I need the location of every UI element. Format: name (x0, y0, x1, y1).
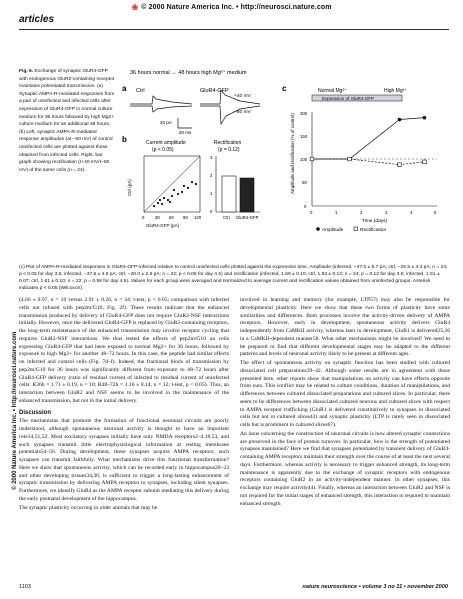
label-minus60: −60 mV (234, 110, 251, 115)
rect-ytick-3: 3 (210, 155, 213, 160)
scatter-point-8 (181, 191, 183, 193)
scatter-point-11 (191, 181, 193, 183)
scatter-xtick-0: 0 (142, 215, 145, 220)
side-banner-text: © 2000 Nature America Inc. • http://neurosci.nature.com (12, 331, 18, 490)
figure-title: 36 hours normal → 48 hours high Mg²⁺ medium (130, 70, 247, 76)
series-line-rectification (312, 159, 425, 165)
chart-xtick-1: 1 (335, 210, 338, 215)
scatter-point-4 (167, 199, 169, 201)
point-rectification-3 (423, 160, 427, 164)
chart-ytick-0: 0 (304, 204, 307, 209)
figure-note: (c) Plot of AMPA-R-mediated responses in GluR4-GFP-infected relative to control uninfected cells plotted against the expression time. Amplitude (infected, −47.0 ± 5.7 pA; ctrl, −25.5 ± 3.4 pA; n = 24; p < 0.05 for day 3.5; infected, −37.6 ± 4.6 pA; ctrl, −20.0 ± 2.9 pA; n = 22; p < 0.05 for day 4.5) and rectification (infected, 1.69 ± 0.10; ctrl, 1.92 ± 0.12; n = 24; p = 0.12 for day 3.5; infected, 1.51 ± 0.07; ctrl, 1.61 ± 0.10; n = 22; p = 0.58 for day 4.5). Values for each group were averaged and normalized to average current and rectification values obtained from uninfected groups. Asterisk indicates p < 0.05 (Wilcoxon). (19, 265, 448, 291)
scatter-points (153, 181, 197, 207)
col2-paragraph-1: involved in learning and memory (for example, LTP57) may also be responsible for developmental plasticity. Here we show that these two forms of plasticity have some similarities and differences. Both processes involve the activity-driven delivery of AMPA receptors. However, early in development, spontaneous activity delivers GluR4 independently from CaMKII activity, whereas later in development, GluR1 is delivered25,26 in a CaMKII-dependent manner58. What other mechanisms might be involved? We need to be prepared to find that different developmental stages may be adapted to the different patterns and levels of neuronal activity likely to be present at different ages. (240, 297, 450, 358)
panel-b-label: b (122, 135, 127, 144)
side-banner (2, 110, 18, 500)
scatter-xtick-3: 90 (183, 215, 188, 220)
scatter-title: Current amplitude (146, 140, 186, 146)
point-rectification-1 (348, 157, 352, 161)
panel-c-label: c (282, 84, 287, 93)
scatter-point-6 (173, 189, 175, 191)
scatter-point-3 (163, 197, 165, 199)
legend-amplitude: Amplitude (322, 228, 344, 233)
scatter-point-10 (187, 187, 189, 189)
chart-xtick-2: 2 (360, 210, 363, 215)
chart-xtick-4: 4 (410, 210, 413, 215)
text-column-right (240, 297, 450, 509)
point-amplitude-3 (423, 116, 427, 120)
rect-p: (p = 0.12) (218, 147, 240, 153)
scatter-xtick-4: 120 (194, 215, 202, 220)
legend-normal-mg: Normal Mg²⁺ (318, 88, 347, 94)
scatter-ylabel: Ctrl (pA) (127, 179, 132, 196)
col2-paragraph-2: The effect of spontaneous activity on synaptic function has been studied with cultured dissociated cell preparations39–42. Although some results are in agreement with those presented here, other reports show that manipulations on activity can have effects opposite from ours. This conflict may be related to culture conditions, duration of manipulations, and differences between cultured dissociated preparations and cultured slices. In particular, there seem to be differences between dissociated cultured neurons and cultured slices with respect to AMPA receptor trafficking (GluR1 is delivered constitutively to synapses in dissociated cells but not in cultured slices43) and synaptic plasticity (LTP is rarely seen in dissociated cells but is prominent in cultured slices67). (240, 360, 450, 428)
rect-bar-infected (240, 178, 254, 212)
col2-paragraph-3: An issue concerning the construction of neuronal circuits is how altered synaptic connections are preserved in the face of protein turnover. In particular, how is the strength of potentiated synapses maintained? Here we find that synapses potentiated by transient delivery of GluR4-containing AMPA receptors maintain their strength over the course of at least the next several days. Furthermore, whereas activity is necessary to trigger enhanced strength, its long-term maintenance is apparently due to the exchange of synaptic receptors with endogenous receptors containing GluR2 in an activity-independent manner. In other synapses, this exchange may require activity44). Finally, whereas an interaction between GluR2 and NSF is not required for the initial stages of enhanced strength, this interaction is required to maintain enhanced strength (240, 430, 450, 507)
chart-ytick-1: 50 (302, 180, 307, 185)
page-number: 1103 (19, 584, 32, 590)
discussion-heading: Discussion (19, 409, 52, 416)
legend-high-mg: High Mg²⁺ (384, 88, 407, 94)
scale-ms: 20 ms (179, 130, 192, 135)
rect-ytick-0: 0 (210, 209, 213, 214)
rect-bar-ctrl (222, 176, 236, 212)
scatter-point-7 (177, 193, 179, 195)
scatter-xtick-1: 30 (155, 215, 160, 220)
copyright-banner (0, 0, 463, 14)
rect-title: Rectification (214, 140, 242, 146)
chart-xtick-5: 5 (434, 210, 437, 215)
col1-paragraph-2: The mechanisms that promote the formation of functional neuronal circuits are poorly understood, although spontaneous neuronal activity is thought to have an important role34,51,52. Most excitatory synapses initially have only NMDA receptors2–4,18,53, and such synapses transmit little electrophysiological information at resting membrane potentials54–56. During development, these synapses acquire AMPA receptors; such synapses can transmit faithfully. What mechanisms drive this functional transformation? Here we show that spontaneous activity, which can be recorded early in hippocampus20–23 and other developing tissues34,36, is sufficient to trigger a long-lasting enhancement of synaptic transmission by delivering AMPA receptors to synapses, including silent synapses. Furthermore, we identify GluR4 as the AMPA receptor subunit mediating this delivery during the early postnatal development of the hippocampus. (19, 418, 229, 502)
scatter-point-1 (157, 202, 159, 204)
rect-xlabel-infected: GluR4-GFP (236, 215, 259, 220)
panel-a-infected-label: GluR4-GFP (200, 88, 229, 94)
scatter-point-5 (171, 195, 173, 197)
section-title: articles (19, 14, 55, 25)
chart-ytick-2: 100 (300, 157, 308, 162)
panel-a-label: a (122, 84, 127, 93)
point-rectification-0 (310, 157, 314, 161)
ctrl-trace-plus40 (130, 96, 192, 104)
scatter-point-2 (161, 203, 163, 205)
caption-text: Exchange of synaptic GluR4-GFP with endogenous GluR2-containing receptor maintains potentiated transmission. (a) Synaptic AMPA-R-mediated responses from a pair of uninfected and infected cells after expression of GluR4-GFP in normal culture medium for 36 hours followed by high Mg2+ culture medium for an additional 48 hours. (b) Left, synaptic AMPA-R-mediated response amplitudes (at −60 mV) of control uninfected cells are plotted against those obtained from infected cells. Right, bar graph showing rectification (I+40 mV/I−60 mV) of the same cells (n = 24). (19, 69, 115, 173)
scatter-point-13 (169, 201, 171, 203)
chart-xtick-3: 3 (385, 210, 388, 215)
scale-pa: 20 pA (160, 120, 172, 125)
scatter-xlabel: GluR4-GFP (pA) (146, 223, 180, 228)
legend-rectification: Rectification (360, 228, 387, 233)
scale-bar (178, 118, 192, 128)
rect-xlabel-ctrl: Ctrl (223, 215, 230, 220)
figure-caption (19, 68, 116, 174)
scatter-point-14 (159, 199, 161, 201)
figure-svg (122, 66, 457, 256)
nature-logo-icon: ❀ (131, 2, 139, 12)
label-plus40: +40 mV (234, 94, 251, 99)
rect-ytick-1: 1 (210, 191, 213, 196)
text-column-left (19, 297, 229, 513)
chart-xlabel: Time (days) (362, 219, 388, 224)
scatter-point-9 (183, 185, 185, 187)
infected-trace-minus60 (200, 106, 260, 124)
scatter-p: (p < 0.05) (152, 147, 174, 153)
banner-text: © 2000 Nature America Inc. • http://neurosci.nature.com (141, 3, 332, 11)
panel-a-ctrl-label: Ctrl (136, 88, 145, 94)
legend-rectification-marker (354, 227, 358, 231)
ctrl-trace-minus60 (130, 106, 192, 112)
col1-paragraph-3: The synaptic plasticity occurring in older animals that may be (19, 504, 158, 511)
series-line-amplitude (312, 118, 425, 159)
journal-footer: nature neuroscience • volume 3 no 11 • november 2000 (302, 584, 448, 590)
chart-ytick-3: 150 (300, 134, 308, 139)
chart-ytick-4: 200 (300, 111, 308, 116)
col1-paragraph-1: (4.66 ± 0.97, n = 10 versus 2.91 ± 0.26, n = 34; t-test, p < 0.05; comparison with infected cells not infused with pep2m/G10, Fig. 2f). These results indicate that the enhanced transmission produced by delivery of GluR4-GFP does not require GluR2-NSF interactions initially. However, once the delivered GluR4-GFP is replaced by GluR2-containing receptors, the long-term maintenance of the enhanced transmission may involve receptor cycling that requires GluR2-NSF interactions. We thus tested the effects of pep2m/G10 on cells expressing GluR4-GFP that had been exposed to normal Mg2+ for 36 hours, followed by exposure to high Mg2+ for another 48–72 hours. In this case, the peptide had similar effects on infected and control cells (Fig. 7d–f). Indeed, the fractional block of transmission by pep2m/G10 for 36 hours was significantly different from exposure to 48–72 hours after GluR4-GFP delivery (ratio of residual current of infected to residual current of uninfected cells: R36h = 1.71 ± 0.19, n = 10; R48–72h = 1.16 ± 0.14, n = 12; t-test, p < 0.05). Thus, an interaction between GluR2 and NSF seems to be involved in the maintenance of the enhanced transmission, but not in the initial delivery. (19, 297, 229, 404)
expression-bar-label: Expression of GluR4-GFP (322, 96, 375, 101)
header-rule (19, 29, 449, 30)
scatter-point-12 (195, 183, 197, 185)
unity-line (144, 156, 200, 212)
point-rectification-2 (398, 163, 402, 167)
rect-ytick-2: 2 (210, 173, 213, 178)
point-amplitude-2 (398, 118, 402, 122)
caption-label: Fig. 6. (19, 69, 34, 74)
figure-6 (122, 66, 457, 256)
legend-amplitude-marker (316, 227, 320, 231)
chart-xtick-0: 0 (310, 210, 313, 215)
scatter-point-0 (153, 205, 155, 207)
scatter-xtick-2: 60 (169, 215, 174, 220)
chart-ylabel: Amplitude and rectification (% of control) (290, 113, 295, 194)
